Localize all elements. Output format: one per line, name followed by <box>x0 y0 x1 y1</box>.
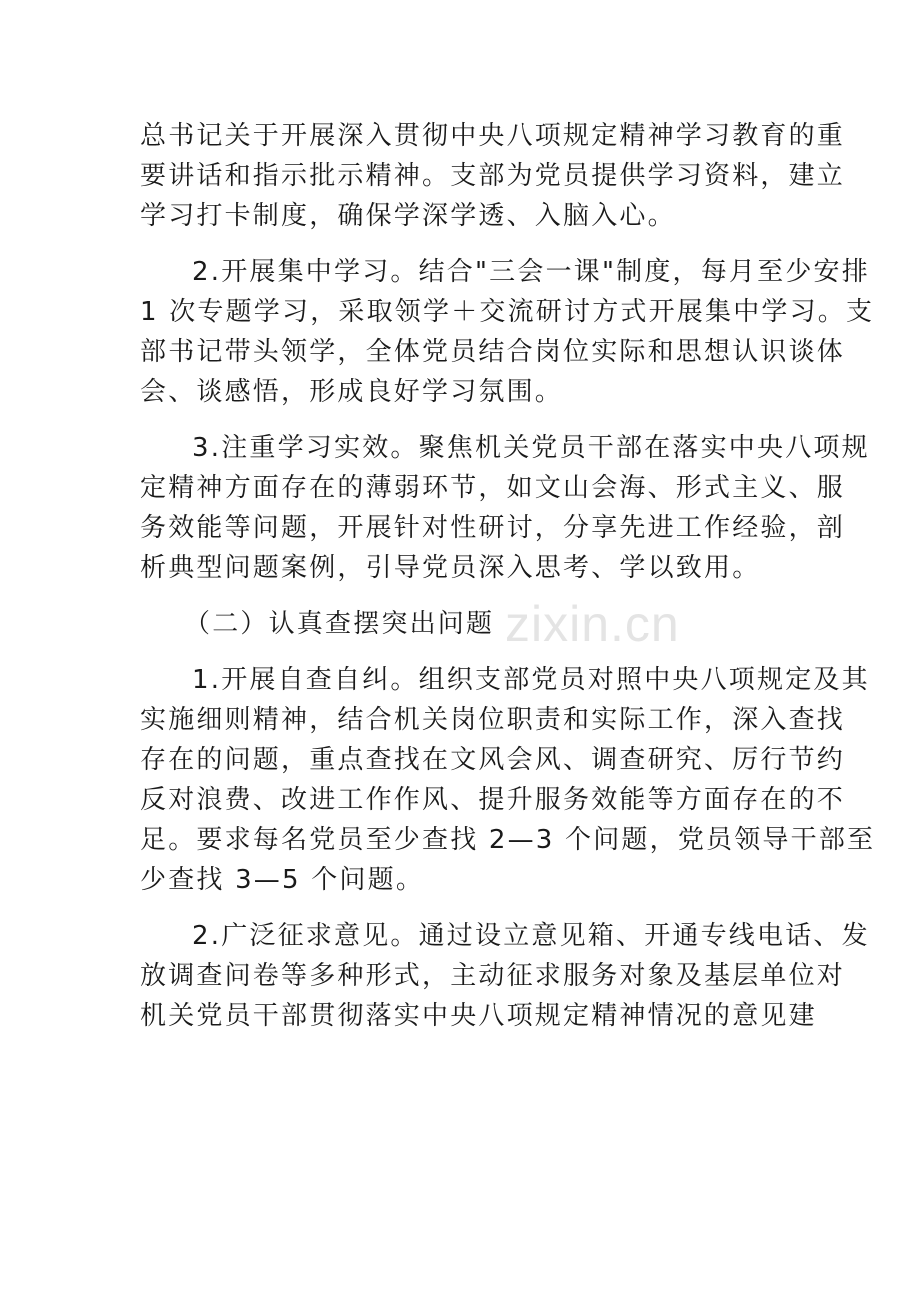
text-line: 2.广泛征求意见。通过设立意见箱、开通专线电话、发 <box>192 921 870 951</box>
text-line: 会、谈感悟，形成良好学习氛围。 <box>140 377 564 407</box>
text-line: 学习打卡制度，确保学深学透、入脑入心。 <box>140 201 676 231</box>
paragraph-centralized-study <box>140 252 875 412</box>
paragraph-study-effectiveness <box>140 428 870 588</box>
text-line: 机关党员干部贯彻落实中央八项规定精神情况的意见建 <box>140 1001 817 1031</box>
text-line: 析典型问题案例，引导党员深入思考、学以致用。 <box>140 553 761 583</box>
text-line: 1 次专题学习，采取领学＋交流研讨方式开展集中学习。支 <box>140 297 875 327</box>
text-line: 3.注重学习实效。聚焦机关党员干部在落实中央八项规 <box>192 433 870 463</box>
text-line: 总书记关于开展深入贯彻中央八项规定精神学习教育的重 <box>140 121 846 151</box>
text-line: 定精神方面存在的薄弱环节，如文山会海、形式主义、服 <box>140 473 846 503</box>
paragraph-continuation <box>140 116 846 236</box>
text-line: 放调查问卷等多种形式，主动征求服务对象及基层单位对 <box>140 961 846 991</box>
text-line: 务效能等问题，开展针对性研讨，分享先进工作经验，剖 <box>140 513 846 543</box>
watermark: zixin.cn <box>505 596 680 652</box>
paragraph-solicit-opinions <box>140 916 870 1036</box>
heading-text: （二）认真查摆突出问题 <box>184 609 495 639</box>
text-line: 存在的问题，重点查找在文风会风、调查研究、厉行节约 <box>140 745 846 775</box>
text-line: 要讲话和指示批示精神。支部为党员提供学习资料，建立 <box>140 161 846 191</box>
text-line: 部书记带头领学，全体党员结合岗位实际和思想认识谈体 <box>140 337 846 367</box>
text-line: 少查找 3—5 个问题。 <box>140 865 425 895</box>
section-heading <box>140 604 780 644</box>
text-line: 反对浪费、改进工作作风、提升服务效能等方面存在的不 <box>140 785 846 815</box>
paragraph-self-inspection <box>140 660 876 900</box>
text-line: 2.开展集中学习。结合"三会一课"制度，每月至少安排 <box>192 257 870 287</box>
text-line: 1.开展自查自纠。组织支部党员对照中央八项规定及其 <box>192 665 870 695</box>
text-line: 实施细则精神，结合机关岗位职责和实际工作，深入查找 <box>140 705 846 735</box>
text-line: 足。要求每名党员至少查找 2—3 个问题，党员领导干部至 <box>140 825 876 855</box>
document-body <box>140 116 876 1052</box>
